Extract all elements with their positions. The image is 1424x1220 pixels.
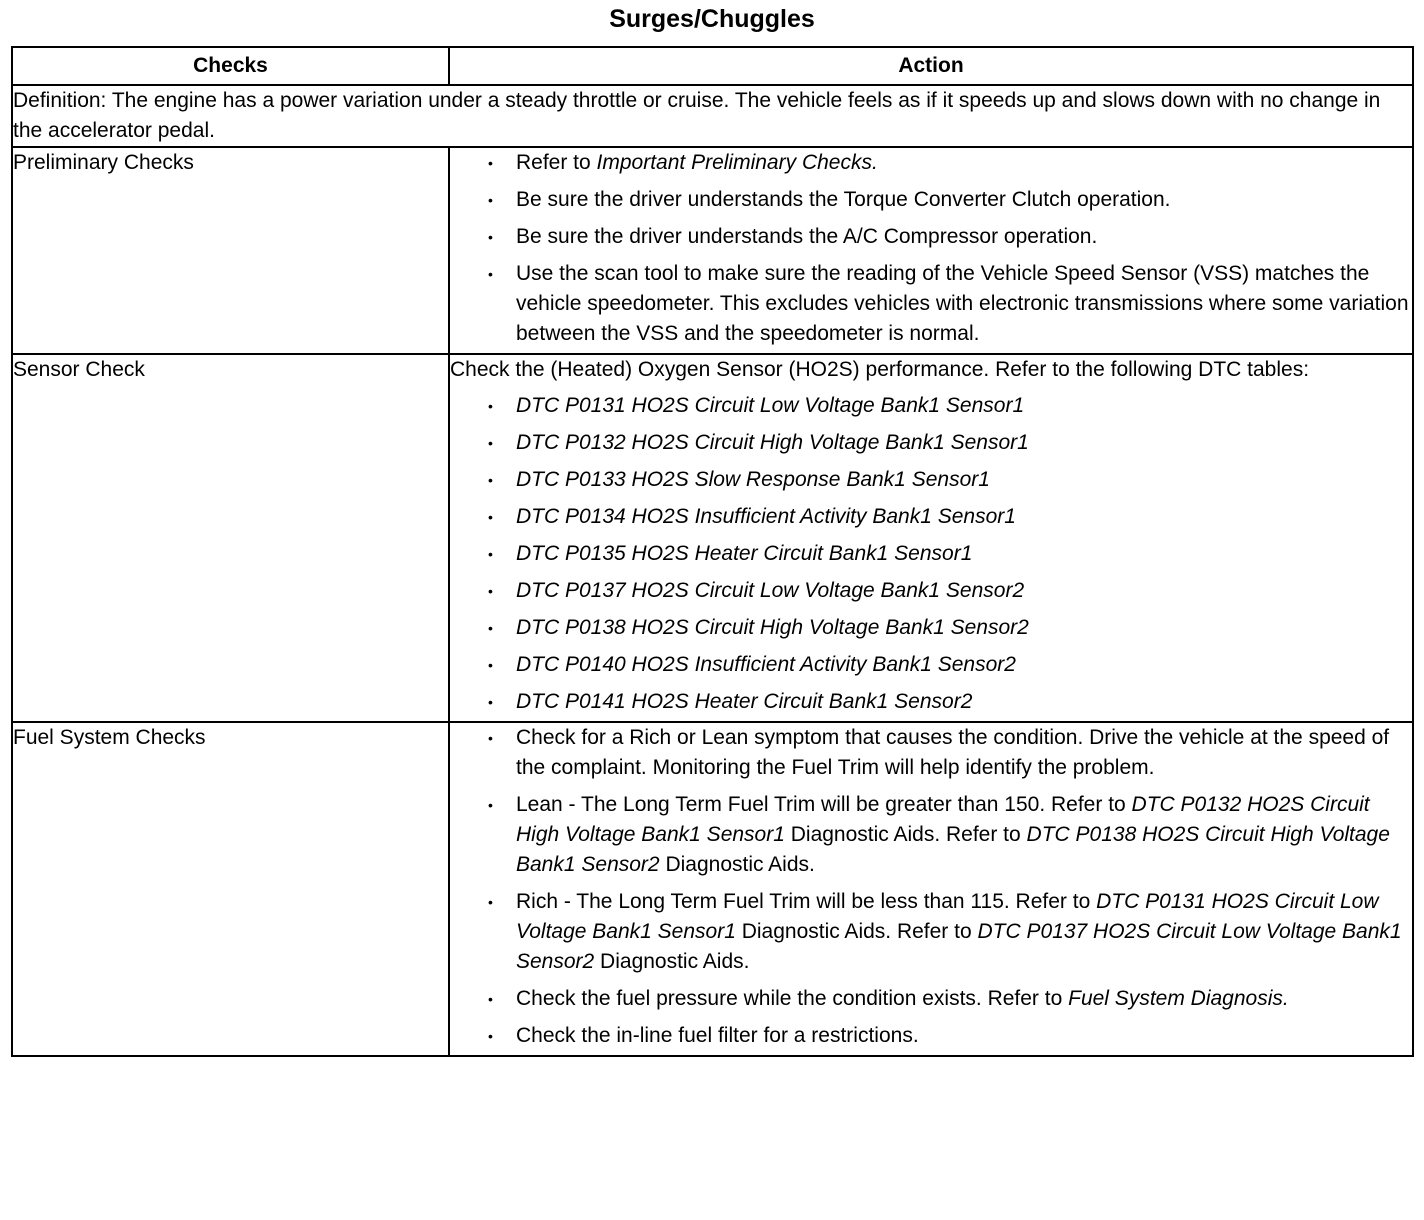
bullet-icon: •	[488, 657, 493, 673]
bullet-icon: •	[488, 435, 493, 451]
dtc-list-item	[450, 391, 1412, 421]
reference-link[interactable]: DTC P0131 HO2S Circuit Low Voltage Bank1 Sensor1	[516, 890, 1379, 943]
diagnosis-table	[11, 46, 1414, 1057]
dtc-list-item	[450, 465, 1412, 495]
dtc-list-item	[450, 650, 1412, 680]
action-cell	[449, 354, 1413, 722]
action-cell	[449, 147, 1413, 354]
reference-link[interactable]: Fuel System Diagnosis.	[1068, 987, 1289, 1010]
sensor-intro-text: Check the (Heated) Oxygen Sensor (HO2S) performance. Refer to the following DTC tables:	[450, 358, 1310, 381]
list-item: • Check for a Rich or Lean symptom that causes the condition. Drive the vehicle at the speed of the complaint. Monitoring the Fuel Trim will help identify the problem.	[450, 723, 1412, 783]
bullet-list	[450, 723, 1412, 1051]
dtc-list-item	[450, 539, 1412, 569]
bullet-icon: •	[488, 266, 493, 282]
dtc-list-item	[450, 576, 1412, 606]
dtc-list-item	[450, 502, 1412, 532]
list-item: • Use the scan tool to make sure the reading of the Vehicle Speed Sensor (VSS) matches the vehicle speedometer. This excludes vehicles with electronic transmissions where some variation between the VSS and the speedometer is normal.	[450, 259, 1412, 349]
list-item: • Be sure the driver understands the Torque Converter Clutch operation.	[450, 185, 1412, 215]
bullet-icon: •	[488, 894, 493, 910]
dtc-reference-link[interactable]: DTC P0135 HO2S Heater Circuit Bank1 Sensor1	[516, 542, 973, 565]
page-title: Surges/Chuggles	[609, 5, 815, 33]
dtc-list-item	[450, 613, 1412, 643]
bullet-icon: •	[488, 730, 493, 746]
table-header-row	[12, 47, 1413, 85]
action-cell	[449, 722, 1413, 1056]
list-item: • Check the fuel pressure while the condition exists. Refer to Fuel System Diagnosis.	[450, 984, 1412, 1014]
bullet-list	[450, 148, 1412, 349]
reference-link[interactable]: Important Preliminary Checks.	[596, 151, 878, 174]
bullet-icon: •	[488, 1028, 493, 1044]
dtc-reference-link[interactable]: DTC P0134 HO2S Insufficient Activity Bank1 Sensor1	[516, 505, 1016, 528]
dtc-list-item	[450, 428, 1412, 458]
bullet-icon: •	[488, 546, 493, 562]
dtc-reference-link[interactable]: DTC P0132 HO2S Circuit High Voltage Bank1 Sensor1	[516, 431, 1029, 454]
list-item: • Refer to Important Preliminary Checks.	[450, 148, 1412, 178]
bullet-icon: •	[488, 229, 493, 245]
reference-link[interactable]: DTC P0132 HO2S Circuit High Voltage Bank1 Sensor1	[516, 793, 1370, 846]
bullet-icon: •	[488, 991, 493, 1007]
list-item: • Be sure the driver understands the A/C Compressor operation.	[450, 222, 1412, 252]
reference-link[interactable]: DTC P0138 HO2S Circuit High Voltage Bank1 Sensor2	[516, 823, 1390, 876]
reference-link[interactable]: DTC P0137 HO2S Circuit Low Voltage Bank1 Sensor2	[516, 920, 1402, 973]
bullet-icon: •	[488, 192, 493, 208]
list-item: • Rich - The Long Term Fuel Trim will be less than 115. Refer to DTC P0131 HO2S Circuit Low Voltage Bank1 Sensor1 Diagnostic Aids. Refer to DTC P0137 HO2S Circuit Low Voltage Bank1 Sensor2 Diagnostic Aids.	[450, 887, 1412, 977]
bullet-icon: •	[488, 398, 493, 414]
dtc-reference-link[interactable]: DTC P0138 HO2S Circuit High Voltage Bank1 Sensor2	[516, 616, 1029, 639]
bullet-icon: •	[488, 620, 493, 636]
check-label: Sensor Check	[12, 354, 449, 722]
dtc-reference-link[interactable]: DTC P0140 HO2S Insufficient Activity Bank1 Sensor2	[516, 653, 1016, 676]
bullet-icon: •	[488, 583, 493, 599]
definition-row	[12, 85, 1413, 147]
list-item: • Check the in-line fuel filter for a restrictions.	[450, 1021, 1412, 1051]
checks-column-header: Checks	[12, 47, 449, 85]
bullet-icon: •	[488, 472, 493, 488]
dtc-reference-link[interactable]: DTC P0133 HO2S Slow Response Bank1 Sensor1	[516, 468, 990, 491]
dtc-reference-link[interactable]: DTC P0137 HO2S Circuit Low Voltage Bank1 Sensor2	[516, 579, 1025, 602]
bullet-icon: •	[488, 797, 493, 813]
dtc-reference-link[interactable]: DTC P0141 HO2S Heater Circuit Bank1 Sensor2	[516, 690, 973, 713]
table-row	[12, 147, 1413, 354]
bullet-icon: •	[488, 694, 493, 710]
bullet-icon: •	[488, 155, 493, 171]
table-row	[12, 722, 1413, 1056]
table-row	[12, 354, 1413, 722]
list-item: • Lean - The Long Term Fuel Trim will be greater than 150. Refer to DTC P0132 HO2S Circuit High Voltage Bank1 Sensor1 Diagnostic Aids. Refer to DTC P0138 HO2S Circuit High Voltage Bank1 Sensor2 Diagnostic Aids.	[450, 790, 1412, 880]
action-column-header: Action	[449, 47, 1413, 85]
definition-text: Definition: The engine has a power variation under a steady throttle or cruise. The vehicle feels as if it speeds up and slows down with no change in the accelerator pedal.	[12, 85, 1413, 147]
dtc-list-item	[450, 687, 1412, 717]
check-label: Fuel System Checks	[12, 722, 449, 1056]
dtc-list	[450, 391, 1412, 717]
dtc-reference-link[interactable]: DTC P0131 HO2S Circuit Low Voltage Bank1 Sensor1	[516, 394, 1025, 417]
bullet-icon: •	[488, 509, 493, 525]
check-label: Preliminary Checks	[12, 147, 449, 354]
